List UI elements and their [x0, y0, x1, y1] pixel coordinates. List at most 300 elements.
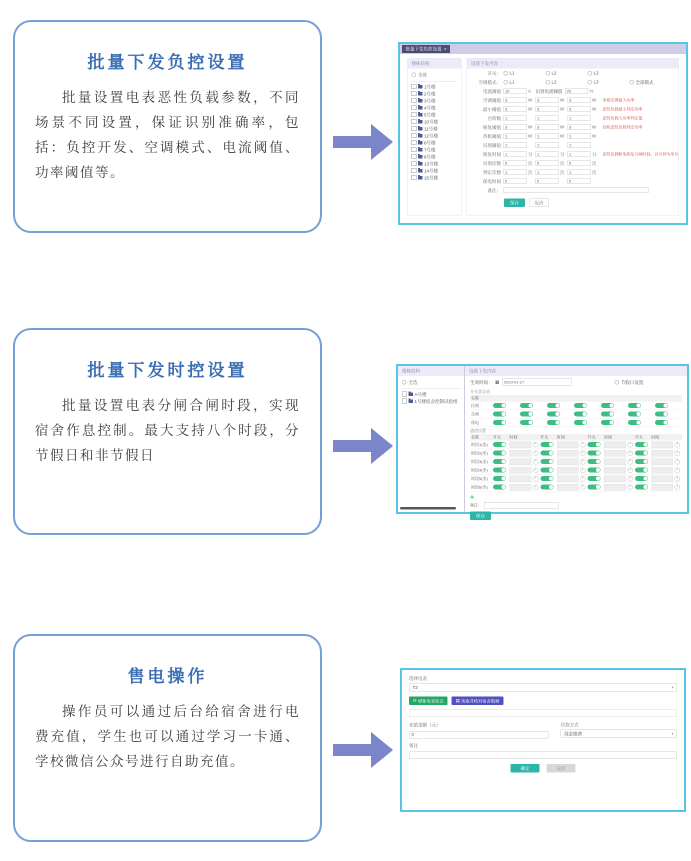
tree-item[interactable] — [412, 118, 458, 125]
tab-label: 批量下发负控设置 — [405, 46, 442, 52]
ac-mode-label: 空调模式： — [478, 79, 501, 85]
current-threshold-input[interactable] — [504, 88, 527, 94]
time-range-input[interactable] — [651, 458, 673, 465]
effective-time-row — [465, 376, 687, 388]
toggle-switch[interactable] — [635, 442, 648, 447]
toggle-switch[interactable] — [493, 476, 506, 481]
toggle-switch[interactable] — [588, 442, 601, 447]
value-input-1[interactable] — [504, 178, 527, 184]
add-period-icon[interactable]: + — [676, 450, 679, 455]
form-panel-header: 设置下发内容 — [467, 59, 679, 69]
time-range-input[interactable] — [651, 441, 673, 448]
unit-label: 次 — [560, 160, 565, 166]
toggle-switch[interactable] — [493, 459, 506, 464]
table-row — [470, 419, 682, 428]
value-input-1[interactable] — [504, 106, 527, 112]
folder-icon — [418, 127, 423, 131]
value-input-1[interactable] — [504, 142, 527, 148]
amount-label: 充值金额（元） — [409, 722, 441, 728]
tree-item[interactable] — [412, 97, 458, 104]
value-input-1[interactable] — [504, 97, 527, 103]
radio-option-label: L1 — [509, 79, 515, 85]
toggle-switch[interactable] — [574, 420, 587, 425]
toggle-switch[interactable] — [540, 442, 553, 447]
form-row — [467, 159, 679, 168]
field-label: 判定次数 — [482, 169, 501, 175]
radio-option-label: L3 — [593, 70, 599, 76]
tree-item-label: 4号楼 — [424, 105, 436, 111]
value-input-2[interactable] — [536, 133, 559, 139]
red-hint-text: 恶性负载大功率判定值 — [602, 115, 643, 121]
value-input-3[interactable] — [568, 169, 591, 175]
feature-description: 操作员可以通过后台给宿舍进行电费充值，学生也可以通过学习一卡通、学校微信公众号进行自助充值。 — [35, 704, 300, 769]
toggle-switch[interactable] — [601, 420, 614, 425]
value-input-3[interactable] — [568, 151, 591, 157]
value-input-3[interactable] — [568, 133, 591, 139]
settings-form-panel — [467, 58, 680, 216]
value-input-2[interactable] — [536, 169, 559, 175]
add-period-icon[interactable]: + — [676, 484, 679, 489]
add-period-icon[interactable]: + — [676, 442, 679, 446]
checkbox-icon[interactable] — [412, 175, 417, 180]
radio-icon[interactable] — [630, 80, 635, 85]
tree-item[interactable] — [412, 90, 458, 97]
toggle-switch[interactable] — [493, 451, 506, 456]
value-input-3[interactable] — [568, 115, 591, 121]
toggle-switch[interactable] — [588, 476, 601, 481]
screenshot-load-control-settings — [398, 42, 688, 225]
select-all-row[interactable] — [411, 69, 458, 82]
period-table — [470, 434, 682, 492]
tree-item[interactable] — [412, 132, 458, 139]
checkbox-icon[interactable] — [412, 147, 417, 152]
value-input-1[interactable] — [504, 151, 527, 157]
field-label-2: 识别电流阈值 — [535, 88, 563, 94]
submit-button[interactable]: 确定 — [511, 764, 540, 773]
add-period-icon[interactable]: + — [676, 459, 679, 463]
tree-panel-header: 楼栋结构 — [398, 366, 464, 376]
building-tree-panel — [407, 58, 462, 216]
remark-input[interactable] — [504, 187, 649, 193]
value-input-2[interactable] — [536, 97, 559, 103]
amount-input[interactable] — [409, 731, 549, 739]
time-range-input[interactable] — [510, 475, 532, 482]
tree-item-label: 7号楼 — [424, 147, 436, 153]
toggle-switch[interactable] — [547, 403, 560, 408]
field-label: 待机阈值 — [482, 133, 501, 139]
remark-label: 备注 — [409, 743, 419, 748]
tree-item-label: 5号楼 — [424, 112, 436, 118]
table-row — [470, 410, 682, 419]
column-header: 开关 — [540, 435, 549, 440]
row-label: 时段4(非) — [471, 467, 488, 473]
building-tree-panel — [398, 366, 465, 512]
toggle-switch[interactable] — [540, 476, 553, 481]
column-header: 名称 — [471, 396, 479, 401]
time-range-input[interactable] — [651, 484, 673, 491]
row-label: 时段2(非) — [471, 450, 488, 456]
add-period-icon[interactable]: + — [628, 442, 632, 446]
radio-option-label: L3 — [593, 79, 599, 85]
value-input-3[interactable] — [568, 124, 591, 130]
tree-item[interactable] — [412, 160, 458, 167]
radio-option[interactable] — [588, 71, 630, 76]
value-input-2[interactable] — [536, 106, 559, 112]
unit-label: 分 — [560, 151, 565, 157]
radio-option-label: L1 — [509, 70, 515, 76]
time-range-input[interactable] — [510, 441, 532, 448]
radio-option[interactable] — [630, 79, 672, 86]
add-row-icon[interactable]: + — [470, 493, 475, 501]
column-header: 时间 — [651, 435, 660, 440]
period-section-title: 通道设置 — [470, 428, 486, 433]
field-label: 最小阈值 — [482, 106, 501, 112]
toggle-switch[interactable] — [655, 420, 668, 425]
value-input-3[interactable] — [568, 178, 591, 184]
unit-label: 次 — [528, 169, 533, 175]
radio-icon[interactable] — [412, 73, 417, 78]
radio-option[interactable] — [588, 80, 630, 85]
time-range-input[interactable] — [510, 450, 532, 457]
tree-item[interactable] — [412, 167, 458, 174]
folder-icon — [418, 99, 423, 103]
time-range-input[interactable] — [557, 475, 579, 482]
period-row — [470, 483, 682, 492]
value-input-1[interactable] — [504, 133, 527, 139]
right-arrow-icon — [333, 428, 393, 464]
toggle-switch[interactable] — [547, 420, 560, 425]
tree-item[interactable] — [412, 104, 458, 111]
checkbox-icon[interactable] — [412, 105, 417, 110]
field-label: 空调阈值 — [482, 97, 501, 103]
add-period-icon[interactable]: + — [628, 484, 632, 489]
toggle-switch[interactable] — [574, 403, 587, 408]
toggle-switch[interactable] — [635, 485, 648, 490]
radio-icon[interactable] — [546, 80, 551, 85]
time-range-input[interactable] — [510, 458, 532, 465]
unit-label: W — [560, 106, 565, 112]
radio-option-label: L2 — [551, 70, 557, 76]
toggle-switch[interactable] — [655, 412, 668, 417]
add-period-icon[interactable]: + — [534, 467, 537, 472]
value-input-2[interactable] — [536, 142, 559, 148]
toggle-switch[interactable] — [520, 420, 533, 425]
value-input-3[interactable] — [568, 142, 591, 148]
toggle-switch[interactable] — [588, 468, 601, 473]
form-row — [467, 132, 679, 141]
row-label: 时段6(非) — [471, 484, 488, 490]
tree-panel-header: 楼栋结构 — [408, 59, 462, 69]
checkbox-icon[interactable] — [412, 154, 417, 159]
holiday-radio-option[interactable] — [614, 379, 643, 386]
add-period-icon[interactable]: + — [676, 467, 679, 472]
checkbox-icon[interactable] — [402, 399, 407, 404]
week-toggle-table — [470, 395, 682, 427]
toggle-switch[interactable] — [601, 412, 614, 417]
toggle-switch[interactable] — [588, 459, 601, 464]
add-period-icon[interactable]: + — [628, 450, 632, 455]
add-period-icon[interactable]: + — [628, 476, 632, 480]
row-label: 时段1(非) — [471, 442, 488, 447]
unit-label: W — [528, 133, 533, 139]
value-input-3[interactable] — [568, 106, 591, 112]
close-icon[interactable]: × — [444, 46, 447, 52]
unit-label: W — [560, 97, 565, 103]
payment-method-select[interactable] — [561, 730, 677, 739]
add-period-icon[interactable]: + — [534, 442, 537, 446]
settings-form-panel — [465, 366, 687, 519]
tree-item-label: 2号楼 — [424, 91, 436, 97]
value-input-2[interactable] — [536, 178, 559, 184]
remark-input[interactable] — [484, 502, 559, 509]
field-label: 恢复时间 — [482, 151, 501, 157]
add-period-icon[interactable]: + — [581, 442, 584, 446]
value-input-1[interactable] — [504, 124, 527, 130]
value-input-2[interactable] — [536, 151, 559, 157]
radio-icon[interactable] — [588, 80, 593, 85]
read-meter-data-button[interactable] — [452, 697, 504, 706]
meter-detail-panel — [409, 709, 677, 717]
value-input-1[interactable] — [504, 169, 527, 175]
add-period-icon[interactable]: + — [581, 484, 584, 489]
save-button[interactable]: 保存 — [504, 199, 525, 208]
add-period-icon[interactable]: + — [534, 459, 537, 463]
folder-icon — [418, 113, 423, 117]
tree-item-label: 1号楼宿舍控制试验组 — [414, 398, 458, 404]
add-period-icon[interactable]: + — [581, 476, 584, 480]
checkbox-icon[interactable] — [412, 84, 417, 89]
tree-item-label: A号楼 — [414, 391, 427, 397]
checkbox-icon[interactable] — [412, 119, 417, 124]
form-row — [467, 141, 679, 150]
add-period-icon[interactable]: + — [676, 476, 679, 480]
remark-row — [465, 501, 687, 510]
screenshot-electricity-sale — [400, 668, 686, 812]
field-label: 台阶数 — [487, 115, 501, 121]
tree-item-label: 1号楼 — [424, 84, 436, 90]
toggle-switch[interactable] — [635, 468, 648, 473]
radio-icon[interactable] — [588, 71, 593, 76]
cancel-button[interactable]: 取消 — [547, 764, 576, 773]
folder-icon — [418, 148, 423, 152]
radio-option[interactable] — [504, 80, 546, 85]
toggle-switch[interactable] — [635, 459, 648, 464]
unit-label: W — [592, 124, 597, 130]
time-range-input[interactable] — [651, 467, 673, 474]
tree-item[interactable] — [412, 83, 458, 90]
radio-icon[interactable] — [504, 71, 509, 76]
tab-load-control[interactable] — [402, 45, 450, 53]
form-row — [467, 150, 679, 159]
feature-box-load-control — [13, 20, 322, 233]
checkbox-icon[interactable] — [412, 98, 417, 103]
tree-item-label: 8号楼 — [424, 154, 436, 160]
cancel-button[interactable]: 取消 — [529, 199, 549, 208]
remark-label: 备注： — [487, 187, 501, 193]
column-header: 名称 — [471, 435, 479, 440]
radio-option[interactable] — [546, 80, 588, 85]
folder-icon — [418, 162, 423, 166]
identify-threshold-input[interactable] — [565, 88, 588, 94]
toggle-switch[interactable] — [574, 412, 587, 417]
add-period-icon[interactable]: + — [628, 459, 632, 463]
toggle-switch[interactable] — [493, 420, 506, 425]
radio-option[interactable] — [504, 71, 546, 76]
time-range-input[interactable] — [510, 467, 532, 474]
checkbox-icon[interactable] — [412, 140, 417, 145]
time-range-input[interactable] — [604, 467, 626, 474]
add-period-icon[interactable]: + — [581, 467, 584, 472]
radio-icon[interactable] — [614, 380, 619, 385]
form-panel-header: 设置下发内容 — [465, 366, 687, 376]
payment-method-value: 现金缴费 — [564, 731, 583, 737]
column-header: 时间 — [509, 435, 518, 440]
toggle-switch[interactable] — [493, 468, 506, 473]
tree-item-label: 13号楼 — [424, 161, 439, 167]
add-period-icon[interactable]: + — [534, 476, 537, 480]
red-hint-text: 恶性负载最小判定功率 — [602, 106, 643, 112]
radio-icon[interactable] — [402, 380, 407, 385]
value-input-2[interactable] — [536, 115, 559, 121]
form-row — [467, 168, 679, 177]
row-label: 保电 — [471, 420, 479, 425]
unit-label: 次 — [528, 160, 533, 166]
time-range-input[interactable] — [604, 441, 626, 448]
toggle-switch[interactable] — [540, 468, 553, 473]
time-range-input[interactable] — [651, 475, 673, 482]
checkbox-icon[interactable] — [402, 392, 407, 397]
checkbox-icon[interactable] — [412, 168, 417, 173]
tree-item[interactable] — [412, 153, 458, 160]
refresh-meter-status-button[interactable] — [409, 697, 448, 706]
time-range-input[interactable] — [557, 458, 579, 465]
toggle-switch[interactable] — [655, 403, 668, 408]
checkbox-icon[interactable] — [412, 126, 417, 131]
toggle-switch[interactable] — [628, 412, 641, 417]
value-input-2[interactable] — [536, 160, 559, 166]
toggle-switch[interactable] — [540, 485, 553, 490]
select-all-row[interactable] — [402, 376, 461, 389]
radio-icon[interactable] — [546, 71, 551, 76]
unit-label: W — [528, 124, 533, 130]
read-button-label: 读取并核对宿舍数据 — [461, 698, 500, 704]
time-range-input[interactable] — [557, 450, 579, 457]
tree-item[interactable] — [412, 146, 458, 153]
checkbox-icon[interactable] — [412, 112, 417, 117]
add-period-icon[interactable]: + — [581, 459, 584, 463]
select-all-label: 全选 — [418, 72, 428, 78]
period-row — [470, 449, 682, 458]
period-table-header — [470, 434, 682, 441]
meter-select-label: 选择电表 — [409, 676, 428, 681]
select-all-label: 全选 — [408, 380, 418, 385]
value-input-1[interactable] — [504, 115, 527, 121]
value-input-2[interactable] — [536, 124, 559, 130]
time-range-input[interactable] — [557, 484, 579, 491]
unit-label: 次 — [592, 169, 597, 175]
time-range-input[interactable] — [510, 484, 532, 491]
period-row — [470, 475, 682, 484]
time-range-input[interactable] — [604, 475, 626, 482]
period-row — [470, 466, 682, 475]
tree-item[interactable] — [412, 174, 458, 181]
time-range-input[interactable] — [604, 458, 626, 465]
toggle-switch[interactable] — [493, 412, 506, 417]
checkbox-icon[interactable] — [412, 161, 417, 166]
tree-item[interactable] — [412, 125, 458, 132]
add-period-icon[interactable]: + — [534, 484, 537, 489]
tree-item[interactable] — [412, 139, 458, 146]
radio-option[interactable] — [546, 71, 588, 76]
checkbox-icon[interactable] — [412, 91, 417, 96]
toggle-switch[interactable] — [588, 451, 601, 456]
horizontal-scrollbar[interactable] — [400, 507, 456, 510]
toggle-switch[interactable] — [520, 403, 533, 408]
toggle-switch[interactable] — [628, 420, 641, 425]
time-range-input[interactable] — [651, 450, 673, 457]
tree-item[interactable] — [402, 391, 460, 398]
add-period-icon[interactable]: + — [628, 467, 632, 472]
value-input-3[interactable] — [568, 160, 591, 166]
field-label: 识别阈值 — [482, 142, 501, 148]
value-input-3[interactable] — [568, 97, 591, 103]
value-input-1[interactable] — [504, 160, 527, 166]
toggle-switch[interactable] — [601, 403, 614, 408]
feature-box-electricity-sale — [13, 634, 322, 842]
switch-label: 开关： — [487, 70, 501, 76]
tree-item[interactable] — [402, 398, 460, 405]
right-arrow-icon — [333, 732, 393, 768]
meter-select[interactable] — [409, 683, 677, 692]
date-input[interactable] — [502, 379, 572, 386]
red-hint-text: 恶性负载断电恢复合闸时间，以分钟为单位 — [602, 151, 679, 157]
tree-item-label: 10号楼 — [424, 119, 439, 125]
time-range-input[interactable] — [557, 467, 579, 474]
row-label: 时段5(非) — [471, 476, 488, 481]
toggle-switch[interactable] — [493, 403, 506, 408]
toggle-switch[interactable] — [493, 485, 506, 490]
form-row — [467, 105, 679, 114]
remark-input[interactable] — [409, 751, 677, 759]
tree-item[interactable] — [412, 111, 458, 118]
list-icon: ▤ — [455, 698, 460, 703]
time-range-input[interactable] — [557, 441, 579, 448]
add-period-icon[interactable]: + — [581, 450, 584, 455]
add-period-icon[interactable]: + — [534, 450, 537, 455]
toggle-switch[interactable] — [588, 485, 601, 490]
time-range-input[interactable] — [604, 450, 626, 457]
toggle-switch[interactable] — [520, 412, 533, 417]
current-threshold-row — [467, 87, 679, 96]
radio-icon[interactable] — [504, 80, 509, 85]
time-range-input[interactable] — [604, 484, 626, 491]
toggle-switch[interactable] — [628, 403, 641, 408]
toggle-switch[interactable] — [540, 459, 553, 464]
save-button[interactable]: 保存 — [470, 512, 491, 521]
remark-label: 备注： — [470, 503, 482, 508]
toggle-switch[interactable] — [493, 442, 506, 447]
feature-description: 批量设置电表分闸合闸时段，实现宿舍作息控制。最大支持八个时段，分节假日和非节假日 — [35, 398, 300, 463]
toggle-switch[interactable] — [547, 412, 560, 417]
calendar-icon: ▦ — [495, 379, 500, 385]
unit-label: W — [560, 133, 565, 139]
toggle-switch[interactable] — [635, 451, 648, 456]
toggle-switch[interactable] — [540, 451, 553, 456]
checkbox-icon[interactable] — [412, 133, 417, 138]
row-label: 时段3(非) — [471, 459, 488, 464]
toggle-switch[interactable] — [635, 476, 648, 481]
unit-label: W — [592, 106, 597, 112]
